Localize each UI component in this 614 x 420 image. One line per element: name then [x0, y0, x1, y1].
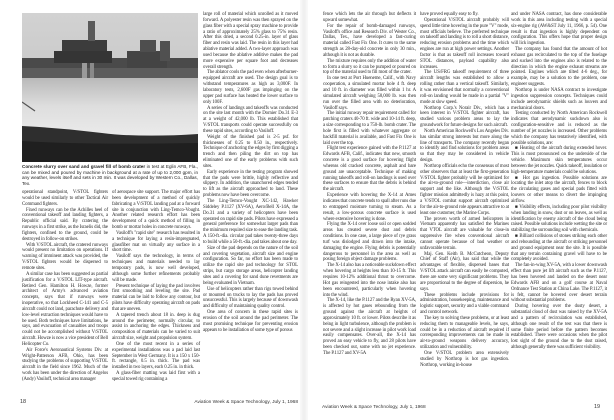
paragraph: The mixture requires only the addition of water to form a slurry so it can be pumped or poured on top of the material used to fill most of the crater. [323, 58, 416, 76]
paragraph: Early experience in the testing program showed that the pads were brittle, highly reflective and slippery. In addition, the unanchored edges tended to lift as the aircraft approached to land. These problems now have been overcome. [203, 169, 298, 199]
left-page-column-3 [203, 12, 298, 333]
paragraph: During hovering over the dusty desert, a substantial cloud of dust was raised by the XV-5A and a pattern of recirculation was established, although one result of the test was that there is some finite period before the pattern becomes established. There were occasions when the pilot lost sight of the ground due to the dust raised, although generally there was sufficient visibility. [511, 304, 607, 351]
right-page-column-3 [511, 12, 607, 351]
paragraph: Northrop is under NASA contract to investigate ingestion suppression concepts. Techniques could include aerodynamic shields such as louvers and mechanical doors. [511, 87, 607, 111]
page-gutter [300, 0, 308, 420]
footer-left: Aviation Week & Space Technology, July 1, 1968 [194, 400, 298, 405]
paragraph: ■ Billiard collisions of stones striking each other and rebounding at the aircraft or striking personnel and ground equipment near the site. It is possible that any terrain containing gravel will have to be completely avoided. [511, 234, 607, 263]
paragraph: large roll of material which unrolled as it moved forward. A polyester resin was then sprayed on the glass fiber with a special spray machine to provide a ratio of approximately 25% glass to 75% resin. After this dried, a second 0.25-in. layer of glass fiber and resin was laid. The resin in this layer had ablative material added. A two-layer approach was used because the ablative additive makes the pad more expensive per square foot and decreases overall strength. [203, 12, 298, 70]
paragraph: The proven worth of armed helicopters in Vietnam apparently has satisfied the Marines that VTOL aircraft are valuable for close-in suppressive fire when conventional aircraft cannot operate because of bad weather or unfavorable terrain. [420, 216, 509, 251]
paragraph: Flying the X-14 over loose soil or open sodded areas has created severe dust and debris conditions. In one case, a large piece of rye grass turf was dislodged and drawn into the intake, damaging the engine. Flying debris is potentially dangerous to personnel in the area as well as posing foreign object damage problems. [323, 222, 416, 263]
caption-text: in test at Eglin AFB, Fla., can be mixed and poured by machine in background at a rate of up to 2,000 gpm, in any weather, levels itself and sets in 30 min. It was developed by Western Co., Dallas, Tex. [22, 164, 198, 186]
paragraph: One area of concern in these rapid sites is erosion of the soil around the pad perimeter. The most promising technique for preventing erosion appears to be installation of some type of porous [203, 310, 298, 333]
caption-lead: Concrete slurry over sand and gravel fill of bomb crater [22, 164, 146, 169]
paragraph: Experience with hovering the X-14 at Ames indicates that concrete tends to spall after runs due to entrapped moisture turning to steam. As a result, a low-porous concrete surface is used where extensive hovering is done. [323, 193, 416, 222]
paragraph: One V/STOL problem area extensively studied by Northrop is hot gas ingestion. Northrop, working in-house [420, 350, 509, 368]
paragraph: have proved equally easy to fly. [420, 12, 479, 17]
paragraph: Flight test experience gained with the P.1127 at Edwards AFB, Calif., indicates that new, smooth concrete is a good surface for hovering flight whereas old cracked concrete, asphalt and bare ground are unacceptable. Technique of making running takeoffs and roll-on landings is used over these surfaces to ensure that the debris is behind the aircraft. [323, 146, 416, 193]
paragraph: Vasiloff's "rapid site" research has resulted in a technique for laying a resin-impregnated, glassfiber mat on virtually any surface in a short time. [112, 230, 200, 254]
paragraph: Fixed runways can be the Achilles heel of conventional takeoff and landing fighters, a Republic official said. By cratering the runways in a first strike, as the Israelis did, the fighters, confined to the ground, could be destroyed in follow-on strikes. [22, 207, 108, 242]
paragraph: With V/STOL aircraft, the cratered runways would present no limitation on operations. If warning of imminent attack was provided, the V/STOL fighters would be dispersed to remote sites. [22, 242, 108, 271]
paragraph: The X-14 also has a noticeable suckdown effect when hovering at heights less than 10-15 ft. This requires 10-12% additional thrust to overcome. Hot gas reingested into the nose intake also has been encountered, particularly when hovering into the wind. [323, 263, 416, 298]
paragraph: For the repair of bomb-damaged runways, Vasiloff's office and Research Div. of Wester Co., Dallas, Tex., have developed a fast-curing material called Fast Fix One. It cures to the same strength as 28-day-old concrete in only 30 min., although it is not as durable. [323, 23, 416, 58]
photo-caption [22, 164, 198, 186]
paragraph: North American Rockwell's Los Angeles Div. has similar strong interests but more along the line of transports. The company recently began to identify and find solutions for problem areas so that they may be considered in vehicle design. [420, 128, 509, 164]
paragraph: One of the most recent in a series of experimental installations was a pad laid last September in West Germany. It is a 150 x 150-ft. rectangle, 0.5 in. thick. The pad was installed in two layers, each 0.25 in. in thick. [112, 341, 200, 371]
paragraph: The company has found that the amount of hot exhaust gas recirculated to the top of the fuselage and sucked into the engines also is related to the direction in which the engine exhaust streams are pointed. Engines which are tilted 4-6 deg., for example, may be a solution to the problem, one engineer suggests. [511, 47, 607, 88]
paragraph: fence which lets the air through but deflects it upward somewhat. [323, 12, 416, 23]
paragraph: Weight of the finished pad is 2-5 psf. for thicknesses of 0.25 to 0.50 in., respectively. Technique of anchoring the edges by first digging a trench and then piling the dirt on top has eliminated one of the early problems with such sites. [203, 134, 298, 169]
paragraph: Maj. Gen. Keith B. McCutcheon, Deputy Chief of Staff (Air), has said that while the advantages of flexible, dispersed bases that V/STOL attack aircraft can easily be computed, there are some very significant problems. They are proportional to the degree of dispersion, he says. [420, 251, 509, 292]
footer-right: Aviation Week & Space Technology, July 1, 1968 [322, 405, 426, 410]
paragraph: A series of landings and takeoffs was conducted on the site last month with the Dornier Do.31 E-3 at a weight of 42,000 lb. This established that V/STOL transports could operate successfully on these rapid sites, according to Vasiloff. [203, 105, 298, 134]
paragraph: ■ Visibility effects, including poor pilot visibility when landing in snow, dust or on leaves, as well as identification by enemy aircraft of the cloud being raised. Possible solutions include wetting the site or stabilizing the surrounding soil with chemicals. [511, 204, 607, 234]
photo-concrete-slurry-bomb-crater [22, 13, 198, 162]
paragraph: Vasiloff says the technology, in terms of techniques and materials needed to lay temporary pads, is now well developed, although some further refinements probably will be made. [112, 254, 200, 283]
paragraph: Air Force's Aeronautical Systems Div. at Wright-Patterson AFB, Ohio, has been studying the problems of supporting V/STOL aircraft in the field since 1962. Much of the work has been under the direction of Angelos (Andy) Vasiloff, technical area manager [22, 347, 108, 382]
paragraph: ■ Heating of the aircraft during extended hover. This is most pronounced on the underside of the vehicle. Maximum skin temperatures occur between the jet nozzles. Quick takeoff, insulation or high-temperature materials could be solutions. [511, 146, 607, 175]
paragraph: operational standpoint, V/STOL fighters would be used similarly to other Tactical Air Command fighters. [22, 190, 108, 207]
paragraph: The Ling-Temco-Vought XC-142, Hawker Siddeley P.1127 (XV-6A), Aero/Bell X-14A, the Do.31 and a variety of helicopters have been operated on rapid site pads. Pilots have expressed a general preference for somewhat larger pads than the minimum required size to ease the landing task. A 150-ft.-dia. circular pad takes twenty-three days to build while a 50-ft.-dia. pad takes about one day. [203, 199, 298, 245]
paragraph: Operational V/STOL aircraft probably will spend little time hovering in the pure "V" mode, most officials believe. The preferred technique on takeoff and landing is to roll a short distance, reducing erosion problems and the time which engines are run at high power settings. Another factor is that as takeoff roll increases toward STOL distances, payload capability also increases. [420, 17, 509, 70]
paragraph: A similar case has been suggested as partial justification for a V/STOL LIT-type aircraft. Retired Gen. Hamilton H. Howze, former architect of Army's advanced aviation concepts, says that if runways were inoperative, so that Lockheed C-141 and C-5 aircraft could not land, parachute delivery and low-level extraction techniques would have to be used. Both techniques have limitations, he says, and evacuation of casualties and troops could not be accomplished without V/STOL aircraft. Howze is now a vice president of Bell Helicopter Co. [22, 271, 108, 347]
paragraph: of aerospace site support. The major effort has been development of a method of quickly fabricating a V/STOL landing pad at a forward site in conjunction with Ling-Temco-Vought. Another related research effort has been development of a quick method of filling in bomb or mortar holes in concrete runways. [112, 190, 200, 231]
right-page-column-2 [420, 12, 509, 368]
right-page-column-1 [323, 12, 416, 357]
paragraph: The initial runway repair requirement called for patching craters 40-70 ft. wide and 10-14 ft. deep, a size corresponding to a 750-lb. bomb crater. The hole first is filled with whatever aggregate or backfill material is available, and Fast Fix One is laid over the top. [323, 111, 416, 146]
paragraph: A glass-fiber matting was laid first with a special towed rig containing a [112, 371, 200, 382]
paragraph: The X-14, like the P.1127 and the Ryan XV-5A, is affected by hot gases rebounding from the ground against the aircraft at heights of approximately 10 ft. or lower. Pilots describe it as being in light turbulence, although the problem is not severe and a slight increase in pilot work load easily compensates. Over-all, the X-14 has proved an easy vehicle to fly, and 28 pilots have been checked out, some with no jet experience. The P.1127 and XV-5A [323, 298, 416, 356]
paragraph: The ablator cools the pad even when afterburner-equipped aircraft are used. The design goal is to withstand temperatures as high as 3,000F. In laboratory tests, 2,600F gas impinging on the upper pad surface has heated the lower surface to only 100F. [203, 70, 298, 105]
paragraph: The US/FRG takeoff requirement of three aircraft lengths was established to allow a rolling rather than a vertical takeoff. Similarly, it was envisioned that normally a conventional roll-on landing would be made in a partial "V" mode at slow speed. [420, 70, 509, 105]
page-number-right: 19 [594, 404, 601, 410]
paragraph: The fan-in-wing XV-5A, with a lower downwash effect than pure jet lift aircraft such as the P.1127, has been hovered and landed on the desert near Edwards AFB and on a golf course at Naval Ordnance Test Station at China Lake. The P.1127, it is felt, cannot be hovered over desert terrain without substantial problems. [511, 263, 607, 304]
left-page-column-2 [112, 190, 200, 383]
page-number-left: 18 [20, 399, 27, 405]
paragraph: Northrop Corp.'s Norair Div., which has a keen interest in V/STOL fighter aircraft, has studied various problem areas to lay the groundwork for future designs for such aircraft. [420, 105, 509, 129]
paragraph: The key to solving these problems, or at least reducing them to manageable levels, he says, could be in a reduction of aircraft required if corresponding improvements can be made in air-to-ground weapons delivery accuracy, utilization and vulnerability. [420, 315, 509, 351]
paragraph: Testing conducted by North American Rockwell indicates that aerodynamic suckdown also is configuration-sensitive and is reduced as the number of jet nozzles is increased. Other problems which the company has tentatively identified, with possible solutions, are: [511, 111, 607, 146]
paragraph: and under NASA contract, has done considerable work in this area including testing with a special six-engine rig (AW&ST July 11, 1966, p. 54). One result is that ingestion is highly dependent on configuration. This offers hope that proper design will lick ingestion. [511, 12, 607, 47]
paragraph: These problems include provisions for administration, housekeeping, maintenance and logistic support, security and a viable command and control network. [420, 292, 509, 316]
paragraph: Northrop officials echo the consensus of most other observers that at least the first-generation V/STOL fighter probably will be optimized for the air-to-ground role—interdiction, close air support and the like. Although the V/STOL fighter mission admittedly is hazy at this point, a V/STOL combat support aircraft optimized for the air-to-ground role appears attractive to at least one customer, the Marine Corps. [420, 163, 509, 216]
paragraph: Use of helicopters rather than rigs towed behind or mounted on trucks to lay the pads has proved unsuccessful. This is largely because of downwash and difficulty of maintaining quality control. [203, 286, 298, 310]
paragraph: In one test at Port Hueneme, Calif., with Navy cooperation, a simulated mortar hole 4 ft. deep and 10 ft. in diameter was filled within 1 hr. A simulated aircraft weighing 58,000 lb. was then run over the filled area with no deterioration, Vasiloff says. [323, 76, 416, 111]
paragraph: Size of the pad depends on the nature of the soil and covering vegetation, aircraft size and engine configuration. So far, no effort has been made to utilize the rapid site pad technology for STOL strips, but cargo storage areas, helicopter landing sites and a covering for sand dune revetments are being evaluated in Vietnam. [203, 245, 298, 286]
paragraph: A tapered trench about 18 in. deep is dug around the perimeter, normally circular, to assist in anchoring the edges. Thickness and composition of materials can be varied to suit aircraft size, weight and propulsion system. [112, 312, 200, 342]
paragraph: Present technique of laying the pad involves first smoothing and leveling the site. Pad material can be laid to follow any contour, but pilots have difficulty operating aircraft on pads that are uneven. [112, 283, 200, 312]
paragraph: ■ Hot gas ingestion. Possible solutions are locating the inlet atop the aircraft, fences to block the circulating gases and special pads fitted with louvers or other means to divert the impinging airflow. [511, 175, 607, 204]
left-page-column-1 [22, 190, 108, 383]
